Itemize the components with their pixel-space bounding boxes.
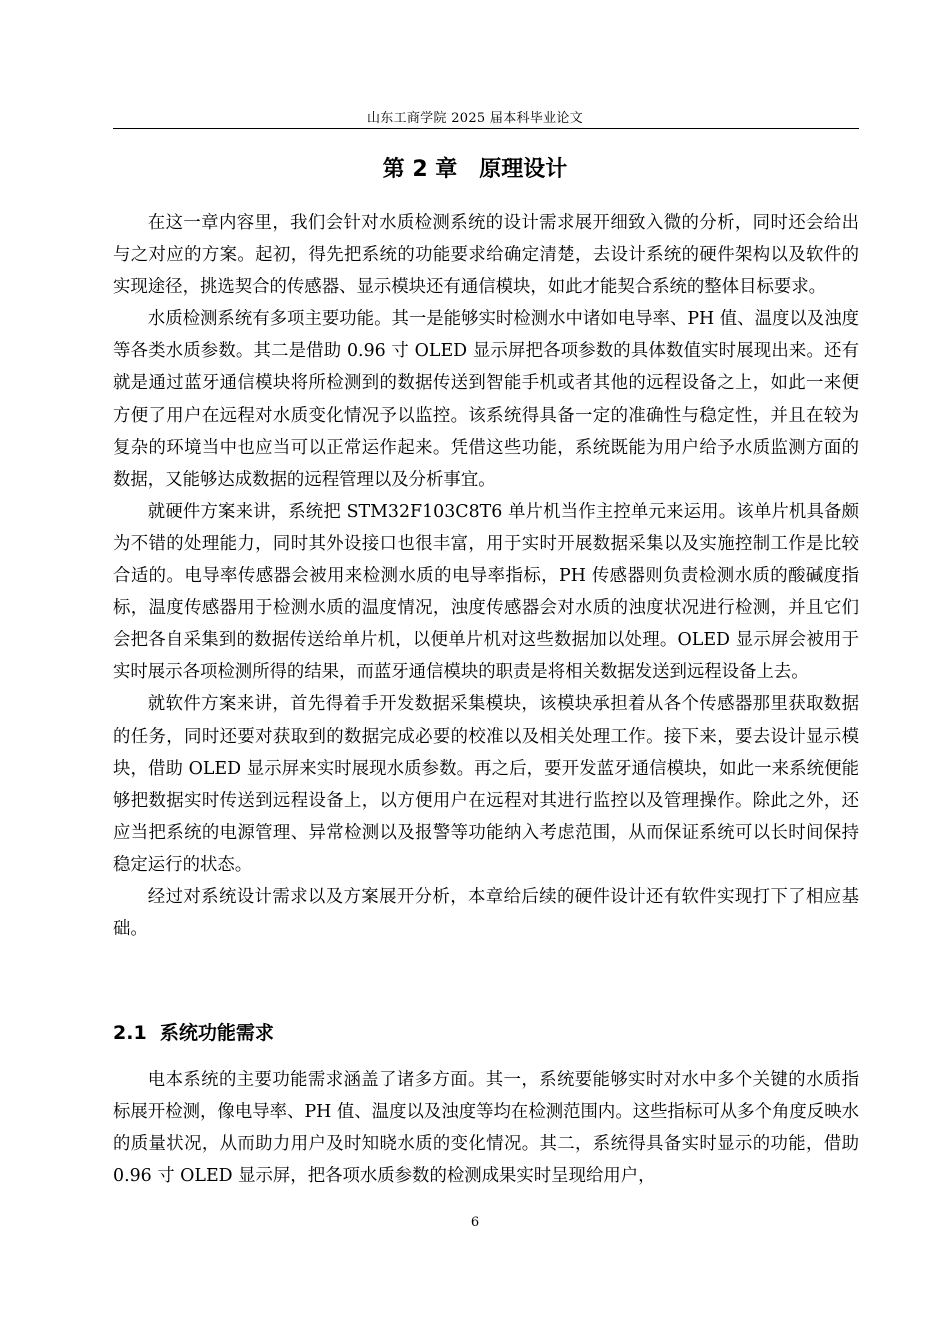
paragraph: 在这一章内容里，我们会针对水质检测系统的设计需求展开细致入微的分析，同时还会给出与之对应的方案。起初，得先把系统的功能要求给确定清楚，去设计系统的硬件架构以及软件的实现途径，挑选契合的传感器、显示模块还有通信模块，如此才能契合系统的整体目标要求。 [113, 213, 859, 298]
section-body [113, 1064, 859, 1192]
header-rule [113, 128, 859, 129]
header-title: 山东工商学院 2025 届本科毕业论文 [366, 111, 584, 126]
chapter-body [113, 207, 859, 945]
paragraph: 就软件方案来讲，首先得着手开发数据采集模块，该模块承担着从各个传感器那里获取数据的任务，同时还要对获取到的数据完成必要的校准以及相关处理工作。接下来，要去设计显示模块，借助 OLED 显示屏来实时展现水质参数。再之后，要开发蓝牙通信模块，如此一来系统便能够把数据实时传送到远程设备上，以方便用户在远程对其进行监控以及管理操作。除此之外，还应当把系统的电源管理、异常检测以及报警等功能纳入考虑范围，从而保证系统可以长时间保持稳定运行的状态。 [113, 694, 859, 875]
paragraph: 水质检测系统有多项主要功能。其一是能够实时检测水中诸如电导率、PH 值、温度以及浊度等各类水质参数。其二是借助 0.96 寸 OLED 显示屏把各项参数的具体数值实时展现出来。还有就是通过蓝牙通信模块将所检测到的数据传送到智能手机或者其他的远程设备之上，如此一来便方便了用户在远程对水质变化情况予以监控。该系统得具备一定的准确性与稳定性，并且在较为复杂的环境当中也应当可以正常运作起来。凭借这些功能，系统既能为用户给予水质监测方面的数据，又能够达成数据的远程管理以及分析事宜。 [113, 309, 859, 490]
paragraph: 就硬件方案来讲，系统把 STM32F103C8T6 单片机当作主控单元来运用。该单片机具备颇为不错的处理能力，同时其外设接口也很丰富，用于实时开展数据采集以及实施控制工作是比较合适的。电导率传感器会被用来检测水质的电导率指标，PH 传感器则负责检测水质的酸碱度指标，温度传感器用于检测水质的温度情况，浊度传感器会对水质的浊度状况进行检测，并且它们会把各自采集到的数据传送给单片机，以便单片机对这些数据加以处理。OLED 显示屏会被用于实时展示各项检测所得的结果，而蓝牙通信模块的职责是将相关数据发送到远程设备上去。 [113, 501, 859, 683]
chapter-title: 第 2 章 原理设计 [382, 157, 568, 182]
section-heading: 2.1 系统功能需求 [113, 1022, 274, 1044]
paragraph: 经过对系统设计需求以及方案展开分析，本章给后续的硬件设计还有软件实现打下了相应基础。 [113, 886, 859, 940]
page-number: 6 [470, 1215, 480, 1230]
paragraph: 电本系统的主要功能需求涵盖了诸多方面。其一，系统要能够实时对水中多个关键的水质指标展开检测，像电导率、PH 值、温度以及浊度等均在检测范围内。这些指标可从多个角度反映水的质量状况，从而助力用户及时知晓水质的变化情况。其二，系统得具备实时显示的功能，借助 0.96 寸 OLED 显示屏，把各项水质参数的检测成果实时呈现给用户， [113, 1070, 859, 1187]
